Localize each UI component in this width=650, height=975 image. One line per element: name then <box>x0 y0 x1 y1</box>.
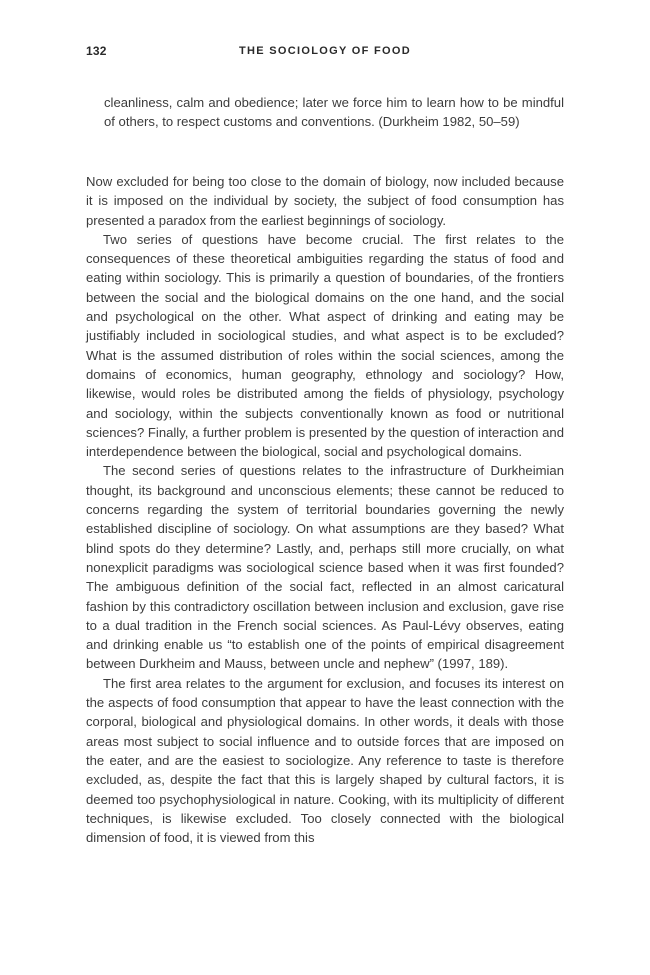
page-number: 132 <box>86 44 107 58</box>
paragraph-1: Now excluded for being too close to the domain of biology, now included because it is imposed on the individual by society, the subject of food consumption has presented a paradox from the earliest beginnings of sociology. <box>86 174 564 228</box>
paragraph-3: The second series of questions relates to the infrastructure of Durkheimian thought, its background and unconscious elements; these cannot be reduced to concerns regarding the system of territorial boundaries governing the newly established discipline of sociology. On what assumptions are they based? What blind spots do they determine? Lastly, and, perhaps still more crucially, on what nonexplicit paradigms was sociological science based when it was first founded? The ambiguous definition of the social fact, reflected in an almost caricatural fashion by this contradictory oscillation between inclusion and exclusion, gave rise to a dual tradition in the French social sciences. As Paul-Lévy observes, eating and drinking enable us “to establish one of the points of empirical disagreement between Durkheim and Mauss, between uncle and nephew” (1997, 189). <box>86 463 564 672</box>
paragraph-2: Two series of questions have become crucial. The first relates to the consequences of these theoretical ambiguities regarding the status of food and eating within sociology. This is primarily a question of boundaries, of the frontiers between the social and the biological domains on the one hand, and the social and psychological on the other. What aspect of drinking and eating may be justifiably included in sociological studies, and what aspect is to be excluded? What is the assumed distribution of roles within the social sciences, among the domains of economics, human geography, ethnology and sociology? How, likewise, would roles be distributed among the fields of physiology, psychology and sociology, within the subjects conventionally known as food or nutritional sciences? Finally, a further problem is presented by the question of interaction and interdependence between the biological, social and psychological domains. <box>86 231 564 460</box>
running-head <box>86 44 564 64</box>
block-quotation <box>104 93 564 132</box>
block-quotation-text: cleanliness, calm and obedience; later we force him to learn how to be mindful of others, to respect customs and conventions. (Durkheim 1982, 50–59) <box>104 95 564 130</box>
body-text <box>86 172 564 847</box>
paragraph-4: The first area relates to the argument for exclusion, and focuses its interest on the aspects of food consumption that appear to have the least connection with the corporal, biological and physiological domains. In other words, it deals with those areas most subject to social influence and to outside forces that are imposed on the eater, and are the easiest to sociologize. Any reference to taste is therefore excluded, as, despite the fact that this is largely shaped by cultural factors, it is deemed too psychophysiological in nature. Cooking, with its multiplicity of different techniques, is likewise excluded. Too closely connected with the biological dimension of food, it is viewed from this <box>86 675 564 846</box>
running-title: THE SOCIOLOGY OF FOOD <box>239 45 411 57</box>
